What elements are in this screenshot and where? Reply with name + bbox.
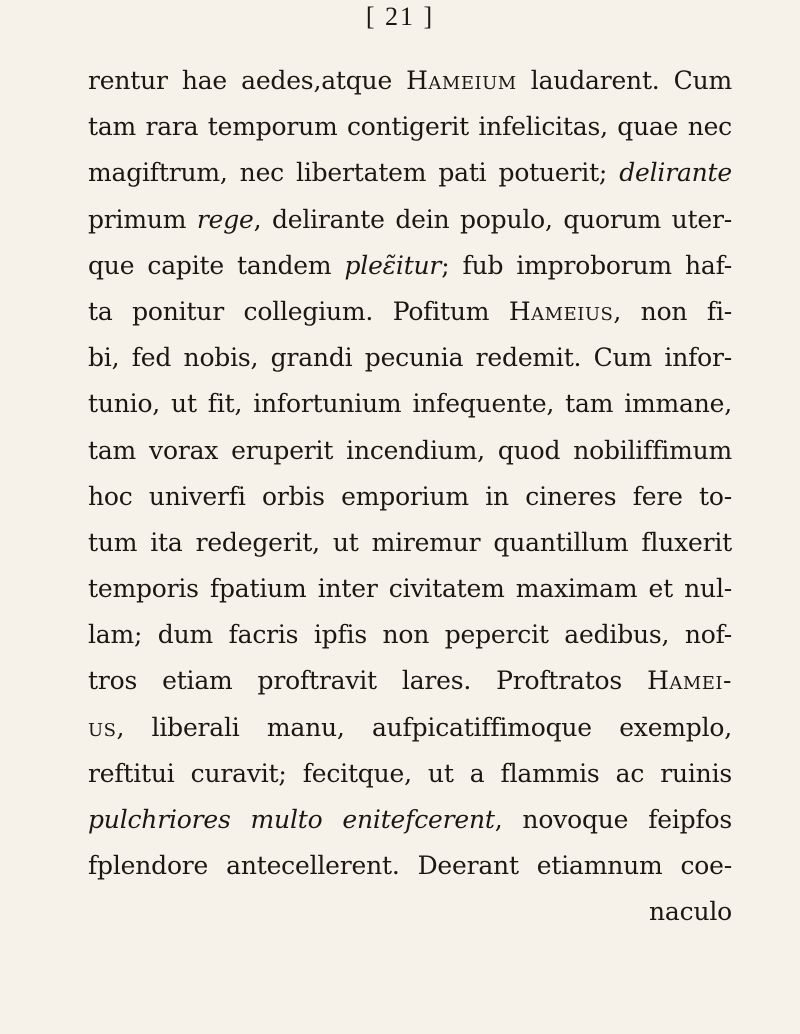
text-segment: ta ponitur collegium. Pofitum: [88, 296, 509, 326]
text-line: [88, 381, 732, 427]
body-text: [88, 58, 732, 936]
text-line: [88, 197, 732, 243]
text-line: [88, 428, 732, 474]
text-line: [88, 289, 732, 335]
text-segment: , liberali manu, aufpicatiffimoque exemplo,: [116, 712, 732, 742]
text-line: [88, 889, 732, 935]
text-line: [88, 243, 732, 289]
text-segment: rentur hae aedes,atque: [88, 66, 407, 95]
text-segment: , non fi-: [613, 296, 732, 326]
text-segment: tam rara temporum contigerit infelicitas, quae nec: [88, 112, 732, 142]
text-line: [88, 751, 732, 797]
text-segment: que capite tandem: [88, 250, 345, 280]
text-segment: hoc univerfi orbis emporium in cineres fere to-: [88, 481, 732, 511]
text-segment: tam vorax eruperit incendium, quod nobiliffimum: [88, 435, 732, 465]
text-segment: tunio, ut fit, infortunium infequente, tam immane,: [88, 389, 732, 419]
small-caps-name: Hameius: [508, 296, 614, 326]
text-line: [88, 705, 732, 751]
text-segment: , novoque feipfos: [494, 805, 732, 834]
text-line: [88, 612, 732, 658]
text-segment: ; fub improborum haf-: [441, 250, 732, 280]
text-segment: fplendore antecellerent. Deerant etiamnum coe-: [88, 851, 732, 881]
text-line: [88, 843, 732, 889]
italic-text: delirante: [619, 158, 732, 188]
text-line: [88, 520, 732, 566]
italic-text: pulchriores multo enitefcerent: [88, 805, 495, 834]
text-line: [88, 58, 732, 104]
italic-text: rege: [196, 204, 254, 234]
text-segment: lam; dum facris ipfis non pepercit aedibus, nof-: [88, 620, 732, 650]
page-number: [ 21 ]: [365, 2, 435, 31]
text-segment: tum ita redegerit, ut miremur quantillum fluxerit: [88, 527, 732, 557]
text-segment: temporis fpatium inter civitatem maximam et nul-: [88, 574, 732, 604]
text-line: [88, 658, 732, 704]
text-line: [88, 150, 732, 196]
text-segment: reftitui curavit; fecitque, ut a flammis ac ruinis: [88, 758, 732, 788]
text-line: [88, 474, 732, 520]
small-caps-name: Hameium: [406, 66, 517, 95]
text-segment: bi, fed nobis, grandi pecunia redemit. Cum infor-: [88, 343, 732, 373]
text-segment: magiftrum, nec libertatem pati potuerit;: [88, 158, 620, 188]
text-segment: primum: [88, 204, 197, 234]
text-line: [88, 335, 732, 381]
italic-text: pleε̃itur: [344, 250, 442, 280]
text-line: [88, 797, 732, 843]
small-caps-name: Hamei-: [647, 666, 732, 696]
text-segment: naculo: [649, 897, 732, 927]
text-line: [88, 104, 732, 150]
text-line: [88, 566, 732, 612]
small-caps-name: us: [88, 712, 117, 742]
text-segment: laudarent. Cum: [516, 66, 732, 95]
text-segment: tros etiam proftravit lares. Proftratos: [88, 666, 648, 696]
text-segment: , delirante dein populo, quorum uter-: [253, 204, 732, 234]
